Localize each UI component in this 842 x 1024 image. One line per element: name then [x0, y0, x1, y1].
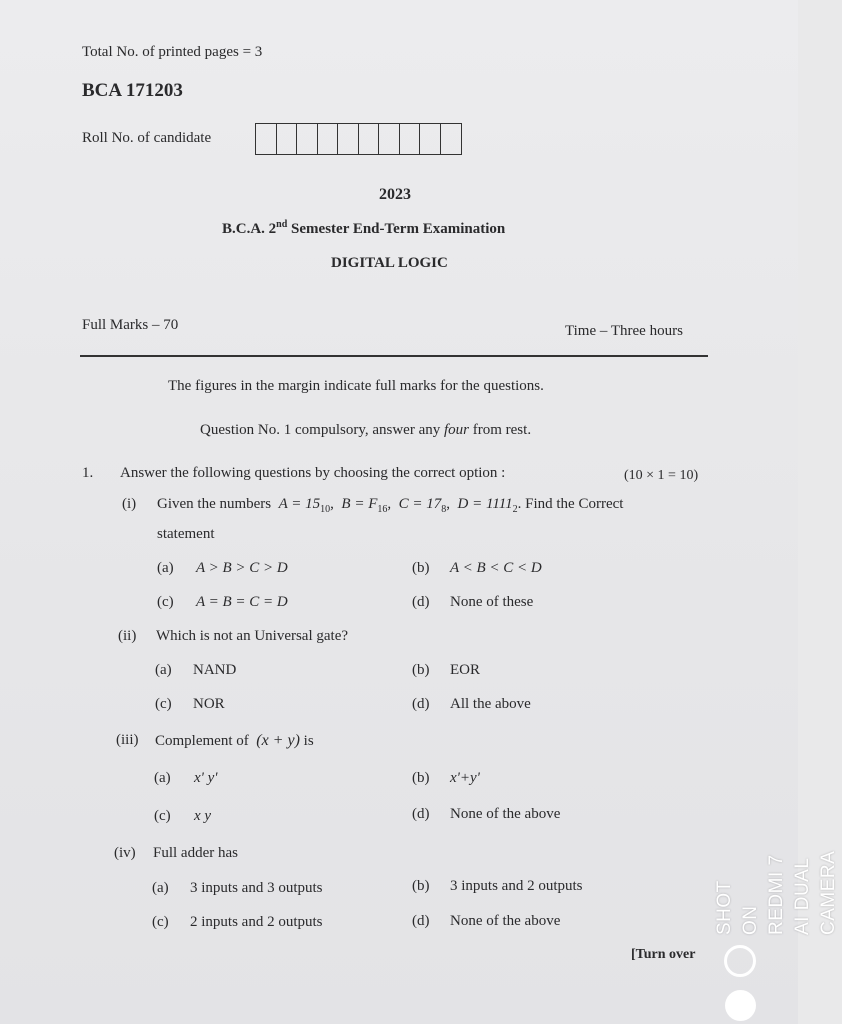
option-label: (b) [412, 662, 430, 678]
option-label: (c) [152, 914, 169, 930]
roll-box[interactable] [277, 124, 298, 154]
question-text: Answer the following questions by choosing the correct option : [120, 465, 506, 481]
option-text: None of the above [450, 913, 561, 929]
full-marks: Full Marks – 70 [82, 317, 179, 333]
circle-outline-icon [724, 945, 756, 977]
option-text: A = B = C = D [196, 594, 288, 610]
option-text: 2 inputs and 2 outputs [190, 914, 323, 930]
subq-iv-label: (iv) [114, 845, 136, 861]
option-text: x'+y' [450, 770, 480, 786]
watermark-line-2: AI DUAL CAMERA [792, 850, 839, 935]
option-label: (b) [412, 560, 430, 576]
filled-circle-icon [725, 990, 756, 1021]
roll-box[interactable] [338, 124, 359, 154]
option-label: (c) [157, 594, 174, 610]
option-label: (a) [155, 662, 172, 678]
camera-watermark [712, 849, 842, 935]
option-text: x' y' [194, 770, 218, 786]
instruction-compulsory: Question No. 1 compulsory, answer any four from rest. [200, 422, 532, 438]
option-label: (d) [412, 594, 430, 610]
option-text: NOR [193, 696, 225, 712]
roll-label: Roll No. of candidate [82, 130, 212, 146]
option-text: 3 inputs and 2 outputs [450, 878, 583, 894]
printed-pages: Total No. of printed pages = 3 [82, 44, 263, 60]
option-label: (b) [412, 878, 430, 894]
option-label: (a) [152, 880, 169, 896]
roll-box[interactable] [420, 124, 441, 154]
roll-box[interactable] [379, 124, 400, 154]
option-text: NAND [193, 662, 237, 678]
subq-i-text-cont: statement [157, 526, 215, 542]
turn-over-note: [Turn over [631, 947, 696, 962]
subq-i-label: (i) [122, 496, 137, 512]
option-label: (c) [155, 696, 172, 712]
roll-box[interactable] [400, 124, 421, 154]
exam-year: 2023 [379, 186, 411, 203]
option-label: (a) [157, 560, 174, 576]
question-number: 1. [82, 465, 94, 481]
subq-ii-text: Which is not an Universal gate? [156, 628, 349, 644]
roll-box[interactable] [297, 124, 318, 154]
option-label: (b) [412, 770, 430, 786]
option-text: All the above [450, 696, 531, 712]
roll-box[interactable] [441, 124, 462, 154]
option-text: EOR [450, 662, 480, 678]
subq-i-text: Given the numbers $A = 15_{10}$, $B = F_{16}$, $C = 17_8$, $D = 1111_2$. Find the Correct [157, 496, 624, 515]
option-label: (c) [154, 808, 171, 824]
roll-box[interactable] [359, 124, 380, 154]
option-label: (a) [154, 770, 171, 786]
instruction-marks: The figures in the margin indicate full marks for the questions. [168, 378, 544, 394]
subq-iv-text: Full adder has [153, 845, 238, 861]
option-text: None of these [450, 594, 534, 610]
roll-box[interactable] [256, 124, 277, 154]
watermark-line-1: SHOT ON REDMI 7 [714, 854, 787, 935]
option-label: (d) [412, 806, 430, 822]
option-text: None of the above [450, 806, 561, 822]
question-marks: (10 × 1 = 10) [624, 468, 699, 483]
option-label: (d) [412, 913, 430, 929]
option-text: x y [194, 808, 212, 824]
subq-iii-text: Complement of (x + y) is [155, 732, 314, 749]
roll-box[interactable] [318, 124, 339, 154]
option-text: 3 inputs and 3 outputs [190, 880, 323, 896]
exam-title: B.C.A. 2nd Semester End-Term Examination [222, 219, 506, 237]
subject-title: DIGITAL LOGIC [331, 255, 448, 271]
header-divider [80, 355, 708, 357]
option-text: A > B > C > D [196, 560, 288, 576]
option-label: (d) [412, 696, 430, 712]
time-allowed: Time – Three hours [565, 323, 683, 339]
option-text: A < B < C < D [450, 560, 542, 576]
course-code: BCA 171203 [82, 80, 183, 101]
roll-number-boxes[interactable] [255, 123, 462, 155]
subq-iii-label: (iii) [116, 732, 139, 748]
subq-ii-label: (ii) [118, 628, 137, 644]
